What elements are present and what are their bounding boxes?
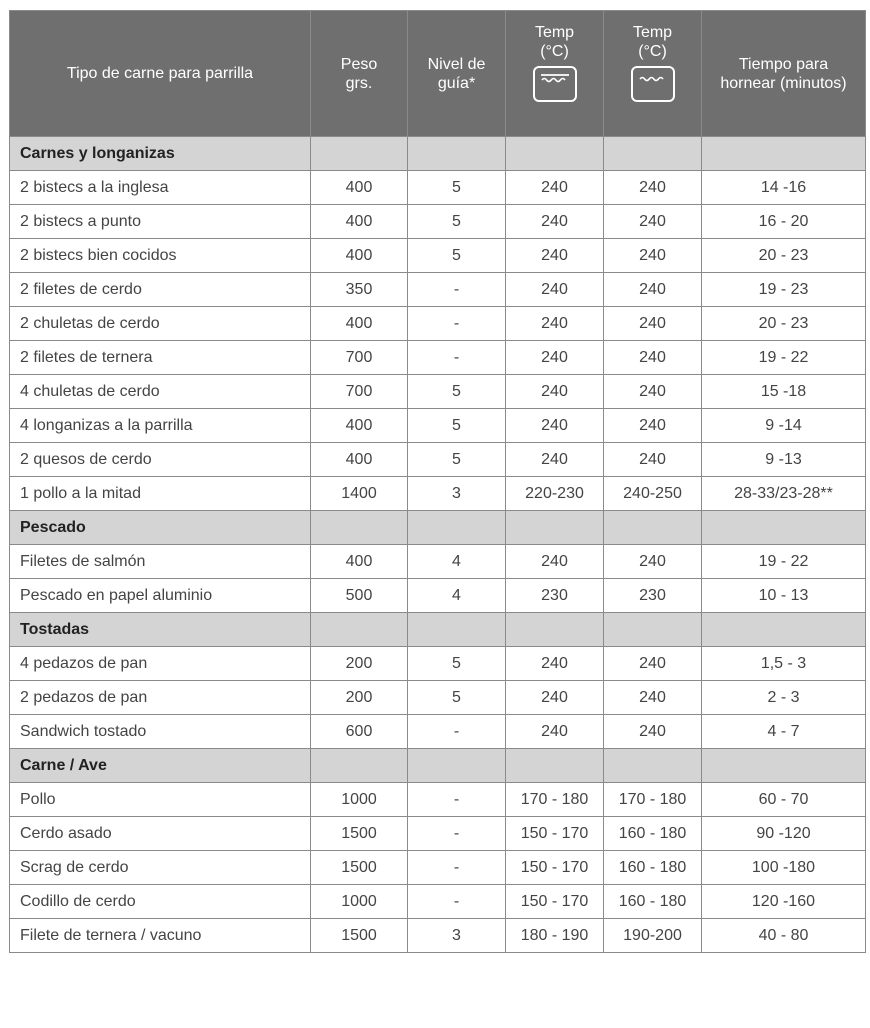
cell-level: - — [408, 307, 506, 341]
cell-temp1: 240 — [506, 239, 604, 273]
section-empty-cell — [604, 749, 702, 783]
cell-temp1: 150 - 170 — [506, 885, 604, 919]
table-row — [10, 307, 866, 341]
cell-time: 60 - 70 — [702, 783, 866, 817]
cell-time: 14 -16 — [702, 171, 866, 205]
cell-temp2: 240 — [604, 239, 702, 273]
cell-temp1: 240 — [506, 273, 604, 307]
cell-temp2: 240 — [604, 375, 702, 409]
table-row — [10, 443, 866, 477]
cell-weight: 200 — [311, 681, 408, 715]
section-empty-cell — [506, 749, 604, 783]
cell-weight: 400 — [311, 307, 408, 341]
cell-time: 19 - 23 — [702, 273, 866, 307]
cell-temp1: 150 - 170 — [506, 851, 604, 885]
cell-level: 3 — [408, 919, 506, 953]
section-empty-cell — [408, 749, 506, 783]
cell-weight: 400 — [311, 409, 408, 443]
oven-grill-icon — [532, 65, 578, 108]
cell-time: 20 - 23 — [702, 307, 866, 341]
cell-temp1: 230 — [506, 579, 604, 613]
section-empty-cell — [506, 137, 604, 171]
cell-time: 100 -180 — [702, 851, 866, 885]
cell-name: 4 chuletas de cerdo — [10, 375, 311, 409]
cell-temp2: 240 — [604, 341, 702, 375]
cell-weight: 400 — [311, 239, 408, 273]
section-empty-cell — [311, 749, 408, 783]
section-empty-cell — [311, 613, 408, 647]
oven-grill-fan-icon — [630, 65, 676, 108]
cell-name: Filetes de salmón — [10, 545, 311, 579]
cell-time: 90 -120 — [702, 817, 866, 851]
header-time: Tiempo para hornear (minutos) — [702, 11, 866, 137]
cell-level: 4 — [408, 545, 506, 579]
cell-temp1: 240 — [506, 443, 604, 477]
cell-level: 5 — [408, 375, 506, 409]
cell-level: - — [408, 885, 506, 919]
cell-name: 4 longanizas a la parrilla — [10, 409, 311, 443]
cell-level: 5 — [408, 205, 506, 239]
cell-weight: 400 — [311, 171, 408, 205]
table-row — [10, 783, 866, 817]
table-row — [10, 205, 866, 239]
cell-weight: 500 — [311, 579, 408, 613]
cell-temp2: 160 - 180 — [604, 885, 702, 919]
section-header-row — [10, 137, 866, 171]
cell-temp1: 240 — [506, 545, 604, 579]
section-empty-cell — [311, 511, 408, 545]
header-weight: Peso grs. — [311, 11, 408, 137]
section-title: Pescado — [10, 511, 311, 545]
cell-time: 1,5 - 3 — [702, 647, 866, 681]
cell-name: 2 pedazos de pan — [10, 681, 311, 715]
cell-name: 2 chuletas de cerdo — [10, 307, 311, 341]
header-type: Tipo de carne para parrilla — [10, 11, 311, 137]
cell-level: - — [408, 851, 506, 885]
cell-name: Sandwich tostado — [10, 715, 311, 749]
cell-name: 2 filetes de ternera — [10, 341, 311, 375]
cell-weight: 350 — [311, 273, 408, 307]
cell-time: 40 - 80 — [702, 919, 866, 953]
cell-temp1: 240 — [506, 409, 604, 443]
cell-weight: 700 — [311, 375, 408, 409]
section-header-row — [10, 511, 866, 545]
table-row — [10, 273, 866, 307]
cell-name: 4 pedazos de pan — [10, 647, 311, 681]
cell-weight: 1400 — [311, 477, 408, 511]
section-empty-cell — [408, 511, 506, 545]
section-empty-cell — [311, 137, 408, 171]
cell-time: 9 -13 — [702, 443, 866, 477]
cell-temp2: 240 — [604, 443, 702, 477]
table-row — [10, 681, 866, 715]
cell-weight: 700 — [311, 341, 408, 375]
section-empty-cell — [702, 511, 866, 545]
table-row — [10, 545, 866, 579]
cell-name: 2 quesos de cerdo — [10, 443, 311, 477]
header-level: Nivel de guía* — [408, 11, 506, 137]
cell-level: 5 — [408, 409, 506, 443]
cell-level: 5 — [408, 647, 506, 681]
table-row — [10, 171, 866, 205]
cell-temp2: 240 — [604, 545, 702, 579]
grill-cooking-table — [9, 10, 866, 953]
cell-temp1: 240 — [506, 715, 604, 749]
cell-name: Filete de ternera / vacuno — [10, 919, 311, 953]
cell-weight: 400 — [311, 443, 408, 477]
cell-level: - — [408, 817, 506, 851]
cell-time: 120 -160 — [702, 885, 866, 919]
section-empty-cell — [408, 613, 506, 647]
section-empty-cell — [702, 749, 866, 783]
table-row — [10, 239, 866, 273]
table-row — [10, 375, 866, 409]
section-empty-cell — [702, 137, 866, 171]
cell-temp2: 240 — [604, 273, 702, 307]
cell-name: Pollo — [10, 783, 311, 817]
cell-temp2: 240 — [604, 715, 702, 749]
cell-level: 5 — [408, 681, 506, 715]
cell-weight: 1500 — [311, 919, 408, 953]
cell-temp2: 240 — [604, 307, 702, 341]
cell-level: - — [408, 783, 506, 817]
cell-weight: 1500 — [311, 817, 408, 851]
table-row — [10, 341, 866, 375]
cell-time: 15 -18 — [702, 375, 866, 409]
cell-time: 9 -14 — [702, 409, 866, 443]
cell-level: - — [408, 273, 506, 307]
cell-level: 3 — [408, 477, 506, 511]
section-title: Tostadas — [10, 613, 311, 647]
cell-time: 19 - 22 — [702, 545, 866, 579]
cell-temp2: 230 — [604, 579, 702, 613]
cell-name: 2 bistecs a punto — [10, 205, 311, 239]
cell-temp2: 160 - 180 — [604, 851, 702, 885]
section-header-row — [10, 613, 866, 647]
section-empty-cell — [506, 613, 604, 647]
cell-name: Scrag de cerdo — [10, 851, 311, 885]
cell-temp1: 240 — [506, 375, 604, 409]
cell-temp1: 240 — [506, 647, 604, 681]
cell-temp1: 220-230 — [506, 477, 604, 511]
section-empty-cell — [702, 613, 866, 647]
cell-level: 4 — [408, 579, 506, 613]
section-empty-cell — [604, 137, 702, 171]
table-row — [10, 851, 866, 885]
cell-time: 19 - 22 — [702, 341, 866, 375]
cell-name: 1 pollo a la mitad — [10, 477, 311, 511]
cell-name: 2 filetes de cerdo — [10, 273, 311, 307]
table-row — [10, 647, 866, 681]
cell-temp2: 190-200 — [604, 919, 702, 953]
cell-temp1: 240 — [506, 171, 604, 205]
section-title: Carnes y longanizas — [10, 137, 311, 171]
cell-name: Cerdo asado — [10, 817, 311, 851]
cell-weight: 1000 — [311, 885, 408, 919]
cell-weight: 600 — [311, 715, 408, 749]
cell-weight: 200 — [311, 647, 408, 681]
section-header-row — [10, 749, 866, 783]
cell-temp2: 170 - 180 — [604, 783, 702, 817]
cell-name: 2 bistecs bien cocidos — [10, 239, 311, 273]
cell-level: - — [408, 715, 506, 749]
cell-weight: 1000 — [311, 783, 408, 817]
cell-temp2: 240 — [604, 647, 702, 681]
cell-temp1: 240 — [506, 341, 604, 375]
cell-time: 4 - 7 — [702, 715, 866, 749]
cell-level: 5 — [408, 239, 506, 273]
cell-temp1: 150 - 170 — [506, 817, 604, 851]
cell-temp1: 240 — [506, 681, 604, 715]
cell-weight: 1500 — [311, 851, 408, 885]
cell-level: 5 — [408, 171, 506, 205]
table-row — [10, 919, 866, 953]
cell-temp2: 240 — [604, 205, 702, 239]
cell-name: Pescado en papel aluminio — [10, 579, 311, 613]
cell-temp1: 170 - 180 — [506, 783, 604, 817]
cell-level: - — [408, 341, 506, 375]
header-temp-grill: Temp (°C) — [506, 11, 604, 137]
cell-time: 16 - 20 — [702, 205, 866, 239]
cell-name: 2 bistecs a la inglesa — [10, 171, 311, 205]
cell-temp2: 240 — [604, 171, 702, 205]
table-row — [10, 715, 866, 749]
table-row — [10, 477, 866, 511]
section-empty-cell — [604, 511, 702, 545]
table-row — [10, 409, 866, 443]
cell-weight: 400 — [311, 205, 408, 239]
section-title: Carne / Ave — [10, 749, 311, 783]
cell-temp2: 240-250 — [604, 477, 702, 511]
table-row — [10, 885, 866, 919]
cell-temp1: 180 - 190 — [506, 919, 604, 953]
table-header-row — [10, 11, 866, 137]
section-empty-cell — [506, 511, 604, 545]
cell-temp1: 240 — [506, 205, 604, 239]
section-empty-cell — [408, 137, 506, 171]
cell-time: 10 - 13 — [702, 579, 866, 613]
section-empty-cell — [604, 613, 702, 647]
cell-temp2: 160 - 180 — [604, 817, 702, 851]
cell-time: 20 - 23 — [702, 239, 866, 273]
cell-name: Codillo de cerdo — [10, 885, 311, 919]
cell-level: 5 — [408, 443, 506, 477]
cell-temp2: 240 — [604, 681, 702, 715]
cell-time: 28-33/23-28** — [702, 477, 866, 511]
cell-time: 2 - 3 — [702, 681, 866, 715]
cell-weight: 400 — [311, 545, 408, 579]
table-row — [10, 817, 866, 851]
header-temp-grill-fan: Temp (°C) — [604, 11, 702, 137]
cell-temp1: 240 — [506, 307, 604, 341]
cell-temp2: 240 — [604, 409, 702, 443]
table-row — [10, 579, 866, 613]
